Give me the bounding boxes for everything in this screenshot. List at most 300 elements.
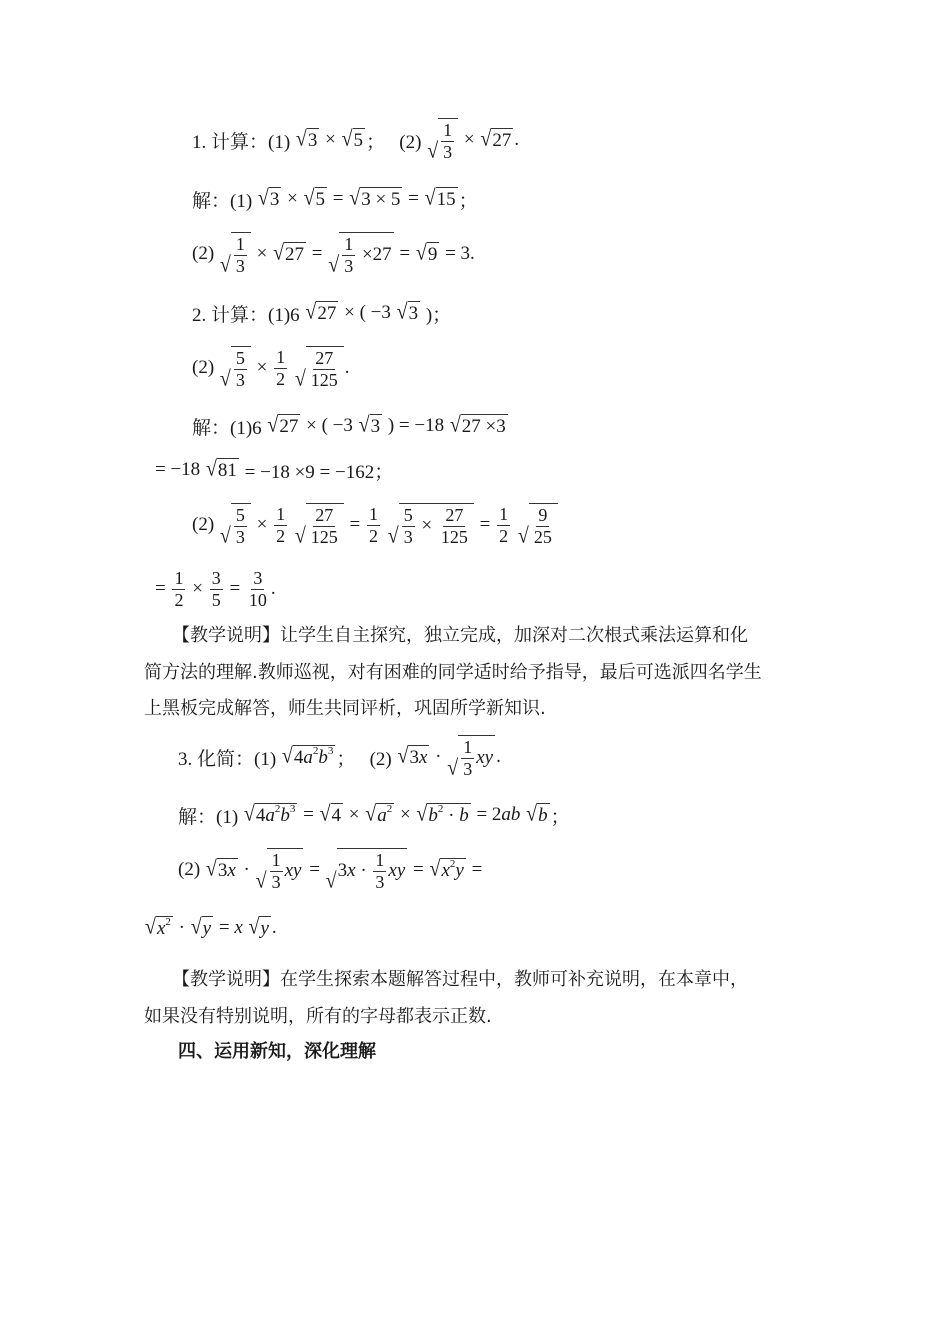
math-text: 9: [538, 504, 548, 525]
math-text: ×: [282, 188, 303, 209]
radical-sign: √: [358, 412, 370, 437]
math-text: 2: [276, 368, 286, 389]
math-text: 3. 化简：(1): [178, 748, 281, 770]
math-text: 3: [271, 871, 281, 892]
square-root: [273, 242, 306, 266]
square-root: [326, 848, 408, 893]
math-line: [192, 401, 509, 451]
math-line: [192, 174, 478, 224]
math-text: 3: [403, 526, 413, 547]
math-text: .: [496, 746, 501, 767]
square-root: [416, 242, 439, 266]
math-text: × ( −3: [301, 415, 358, 436]
fraction: [309, 348, 340, 391]
fraction: [402, 505, 415, 548]
radicand: [307, 128, 320, 152]
variable: x: [347, 860, 356, 881]
fraction: [210, 568, 223, 611]
radical-sign: √: [447, 755, 459, 780]
numerator: [313, 348, 335, 370]
math-text: ·: [430, 746, 447, 767]
math-text: 25: [533, 526, 552, 547]
square-root: [365, 803, 394, 827]
radicand: [306, 503, 344, 548]
fraction: [247, 568, 269, 611]
denominator: [497, 526, 510, 547]
square-root: [427, 118, 458, 163]
denominator: [234, 370, 247, 391]
radical-sign: √: [349, 185, 361, 210]
square-root: [220, 232, 251, 277]
radical-sign: √: [387, 523, 399, 548]
math-text: × ( −3: [339, 302, 396, 323]
exponent: 2: [437, 803, 444, 815]
math-text: [289, 357, 294, 379]
square-root: [249, 916, 271, 940]
math-text: 1. 计算：(1): [192, 131, 295, 153]
radicand: [306, 346, 344, 391]
math-line: [178, 845, 482, 895]
section-heading: 四、运用新知，深化理解: [178, 1041, 376, 1062]
radical-sign: √: [205, 856, 217, 881]
math-text: 81: [217, 460, 237, 481]
math-text: 3: [235, 255, 245, 276]
variable: ab: [501, 804, 521, 825]
math-text: 125: [440, 526, 468, 547]
math-text: =: [344, 514, 365, 535]
math-text: ·: [238, 859, 255, 880]
variable: b: [318, 747, 328, 768]
note-line: 上黑板完成解答，师生共同评析，巩固所学新知识.: [144, 698, 546, 719]
math-text: 3: [253, 567, 263, 588]
exponent: 2: [312, 745, 319, 757]
math-text: ×: [187, 578, 208, 599]
math-text: 9: [427, 244, 438, 265]
math-text: =: [155, 578, 171, 599]
variable: a: [377, 805, 387, 826]
radicand: [217, 458, 239, 482]
radical-sign: √: [248, 914, 260, 939]
variable: xy: [284, 860, 302, 881]
fraction: [342, 234, 355, 277]
math-text: 2: [369, 525, 378, 546]
math-text: 3: [337, 860, 348, 881]
math-text: [382, 514, 387, 536]
math-text: 1: [235, 233, 245, 254]
exponent: 3: [289, 803, 296, 815]
variable: b: [428, 805, 438, 826]
math-text: 3: [370, 416, 381, 437]
math-text: ·: [173, 917, 190, 938]
square-root: [220, 503, 251, 548]
math-line: [155, 445, 393, 495]
math-text: ×: [459, 129, 480, 150]
math-text: [512, 514, 517, 536]
math-text: 解：(1): [178, 806, 243, 828]
radicand: [491, 128, 513, 152]
square-root: [296, 128, 319, 152]
radical-sign: √: [281, 743, 293, 768]
radicand: [255, 803, 298, 827]
square-root: [359, 414, 382, 438]
math-text: 5: [235, 504, 245, 525]
radicand: [458, 735, 495, 780]
square-root: [397, 301, 420, 325]
radical-sign: √: [397, 743, 409, 768]
fraction: [274, 504, 287, 547]
radicand: [284, 242, 306, 266]
radicand: [408, 745, 429, 769]
math-text: .: [270, 578, 276, 599]
fraction: [234, 234, 247, 277]
math-text: .: [344, 357, 350, 378]
math-text: (2): [192, 243, 219, 264]
denominator: [210, 590, 223, 611]
square-root: [220, 346, 251, 391]
radicand: [156, 916, 173, 940]
math-text: 27 ×3: [461, 416, 506, 437]
numerator: [367, 504, 380, 526]
denominator: [342, 256, 355, 277]
numerator: [313, 505, 335, 527]
radicand: [427, 242, 440, 266]
math-text: 125: [310, 526, 338, 547]
numerator: [443, 505, 465, 527]
math-text: )；: [421, 304, 452, 326]
radicand: [231, 232, 251, 277]
teaching-note-1: [144, 618, 824, 728]
math-text: 1: [174, 567, 184, 588]
denominator: [373, 872, 386, 893]
variable: x: [156, 918, 166, 939]
fraction: [309, 505, 340, 548]
math-line: [192, 229, 475, 279]
radical-sign: √: [416, 801, 428, 826]
denominator: [402, 527, 415, 548]
math-text: 1: [369, 503, 378, 524]
denominator: [532, 527, 554, 548]
square-root: [145, 916, 173, 940]
math-text: ×: [416, 515, 437, 536]
radical-sign: √: [319, 801, 331, 826]
square-root: [450, 414, 508, 438]
math-text: 5: [315, 189, 326, 210]
radicand: [202, 916, 213, 940]
math-text: [289, 514, 294, 536]
radical-sign: √: [190, 914, 202, 939]
radical-sign: √: [305, 299, 317, 324]
math-text: ×: [251, 514, 273, 535]
radicand: [339, 232, 393, 277]
denominator: [247, 590, 269, 611]
square-root: [518, 503, 558, 548]
teaching-note-2: [144, 962, 824, 1035]
radical-sign: √: [517, 523, 529, 548]
radical-sign: √: [325, 868, 337, 893]
radical-sign: √: [295, 126, 307, 151]
math-text: .: [271, 917, 277, 938]
radicand: [360, 187, 402, 211]
math-text: 3: [463, 758, 473, 779]
math-text: (2): [192, 357, 219, 378]
math-text: 27: [315, 504, 334, 525]
math-text: =: [474, 514, 496, 535]
denominator: [234, 527, 247, 548]
math-text: 1: [463, 736, 473, 757]
square-root: [206, 458, 239, 482]
radicand: [537, 803, 550, 827]
radicand: [316, 301, 338, 325]
math-text: ×: [251, 357, 273, 378]
radical-sign: √: [427, 138, 439, 163]
fraction: [373, 850, 386, 893]
math-line: [178, 732, 501, 782]
math-text: ·: [443, 805, 460, 826]
square-root: [388, 503, 474, 548]
denominator: [309, 370, 340, 391]
square-root: [305, 301, 338, 325]
numerator: [497, 504, 510, 526]
square-root: [258, 187, 281, 211]
note-line: 简方法的理解.教师巡视，对有困难的同学适时给予指导，最后可选派四名学生: [144, 661, 762, 683]
exponent: 2: [449, 858, 456, 870]
numerator: [172, 568, 185, 590]
math-text: =: [298, 804, 319, 825]
fraction: [172, 568, 185, 611]
radicand: [217, 858, 238, 882]
math-text: 1: [344, 233, 354, 254]
radical-sign: √: [294, 523, 306, 548]
math-text: 27: [445, 504, 464, 525]
square-root: [282, 745, 335, 769]
square-root: [342, 128, 365, 152]
square-root: [526, 803, 549, 827]
note-line: 【教学说明】在学生探索本题解答过程中，教师可补充说明，在本章中，: [172, 969, 748, 990]
exponent: 2: [386, 803, 393, 815]
radicand: [337, 848, 408, 893]
variable: xy: [476, 747, 494, 768]
math-text: ×27: [357, 244, 392, 265]
numerator: [373, 850, 386, 872]
variable: x: [441, 860, 450, 881]
math-text: 15: [436, 189, 456, 210]
note-line: 如果没有特别说明，所有的字母都表示正数.: [144, 1005, 492, 1027]
square-root: [191, 916, 213, 940]
math-text: (2): [178, 859, 205, 880]
math-text: 解：(1)6: [192, 417, 267, 439]
square-root: [447, 735, 495, 780]
variable: x: [418, 747, 428, 768]
math-text: 5: [211, 589, 221, 610]
math-text: 3: [235, 369, 245, 390]
math-text: .: [514, 129, 520, 150]
math-text: 3: [375, 871, 385, 892]
math-text: ·: [355, 860, 372, 881]
math-text: = 2: [471, 804, 502, 825]
numerator: [210, 568, 223, 590]
fraction: [439, 505, 470, 548]
numerator: [274, 347, 287, 369]
square-root: [244, 803, 297, 827]
denominator: [441, 142, 454, 163]
math-line: [178, 790, 570, 840]
math-text: 4: [331, 805, 342, 826]
denominator: [274, 526, 287, 547]
math-text: ×: [320, 129, 341, 150]
denominator: [234, 256, 247, 277]
variable: x: [234, 917, 243, 938]
math-text: ×: [251, 243, 273, 264]
exponent: 2: [165, 916, 171, 928]
math-text: 1: [443, 119, 453, 140]
math-text: 27: [285, 244, 305, 265]
math-text: 10: [248, 589, 267, 610]
math-text: 2: [174, 589, 184, 610]
radical-sign: √: [219, 252, 231, 277]
exponent: 2: [274, 803, 281, 815]
square-root: [416, 803, 470, 827]
radical-sign: √: [424, 185, 436, 210]
note-line: 【教学说明】让学生自主探究，独立完成，加深对二次根式乘法运算和化: [172, 625, 748, 646]
radicand: [293, 745, 336, 769]
radicand: [427, 803, 470, 827]
math-line: [192, 115, 519, 165]
math-text: 3: [409, 747, 419, 768]
math-text: 3: [344, 255, 354, 276]
square-root: [295, 503, 344, 548]
radical-sign: √: [341, 126, 353, 151]
math-text: 解：(1): [192, 190, 257, 212]
math-line: [192, 288, 451, 338]
radicand: [331, 803, 344, 827]
radicand: [269, 187, 282, 211]
math-text: ； (2): [366, 131, 427, 153]
radicand: [259, 916, 270, 940]
square-root: [398, 745, 430, 769]
denominator: [461, 759, 474, 780]
denominator: [367, 526, 380, 547]
math-text: 3: [211, 567, 221, 588]
square-root: [267, 414, 300, 438]
math-line: [192, 500, 559, 550]
math-line: [155, 564, 276, 614]
radical-sign: √: [255, 868, 267, 893]
variable: xy: [388, 860, 406, 881]
radical-sign: √: [219, 366, 231, 391]
variable: b: [538, 805, 548, 826]
math-text: 3: [307, 130, 318, 151]
radical-sign: √: [396, 299, 408, 324]
math-text: =: [408, 859, 429, 880]
numerator: [342, 234, 355, 256]
math-text: = 3.: [440, 243, 475, 264]
math-text: =: [403, 188, 424, 209]
radical-sign: √: [303, 185, 315, 210]
radical-sign: √: [429, 856, 441, 881]
square-root: [480, 128, 513, 152]
numerator: [270, 850, 283, 872]
radical-sign: √: [219, 523, 231, 548]
fraction: [234, 348, 247, 391]
math-text: 2: [499, 525, 509, 546]
math-text: ； (2): [336, 748, 397, 770]
fraction: [270, 850, 283, 893]
fraction: [367, 504, 380, 547]
math-text: 3: [269, 189, 280, 210]
radical-sign: √: [294, 366, 306, 391]
denominator: [274, 369, 287, 390]
fraction: [234, 505, 247, 548]
radical-sign: √: [257, 185, 269, 210]
math-text: [520, 804, 525, 826]
variable: y: [455, 860, 464, 881]
math-text: 4: [293, 747, 304, 768]
math-text: (2): [192, 514, 219, 535]
math-text: 27: [279, 416, 299, 437]
exponent: 3: [327, 745, 334, 757]
fraction: [497, 504, 510, 547]
numerator: [536, 505, 549, 527]
radical-sign: √: [526, 801, 538, 826]
radical-sign: √: [205, 456, 217, 481]
radical-sign: √: [145, 914, 156, 939]
numerator: [234, 348, 247, 370]
numerator: [274, 504, 287, 526]
math-text: 27: [492, 130, 512, 151]
math-text: 1: [375, 849, 385, 870]
math-text: =: [394, 243, 415, 264]
radical-sign: √: [449, 412, 461, 437]
square-root: [328, 232, 393, 277]
math-text: =: [304, 859, 325, 880]
math-text: = −18: [155, 459, 205, 480]
math-text: 27: [315, 347, 334, 368]
math-text: 1: [276, 346, 286, 367]
math-text: 3: [408, 303, 419, 324]
math-text: 5: [403, 504, 413, 525]
radical-sign: √: [480, 126, 492, 151]
math-text: 1: [499, 503, 509, 524]
math-text: 1: [271, 849, 281, 870]
square-root: [425, 187, 458, 211]
math-text: 2. 计算：(1)6: [192, 304, 305, 326]
math-text: 5: [353, 130, 364, 151]
square-root: [349, 187, 402, 211]
radicand: [231, 503, 251, 548]
radicand: [278, 414, 300, 438]
math-text: =: [307, 243, 328, 264]
square-root: [256, 848, 304, 893]
numerator: [251, 568, 264, 590]
radical-sign: √: [273, 240, 285, 265]
radical-sign: √: [328, 252, 340, 277]
fraction: [274, 347, 287, 390]
numerator: [402, 505, 415, 527]
math-text: 3: [443, 141, 453, 162]
math-text: =: [466, 859, 483, 880]
math-text: 1: [276, 503, 286, 524]
radicand: [436, 187, 458, 211]
radicand: [399, 503, 474, 548]
radicand: [353, 128, 366, 152]
math-line: [192, 343, 350, 393]
math-text: ×: [344, 804, 365, 825]
radicand: [408, 301, 421, 325]
denominator: [270, 872, 283, 893]
variable: b: [459, 805, 469, 826]
radical-sign: √: [243, 801, 255, 826]
math-text: 3: [235, 526, 245, 547]
